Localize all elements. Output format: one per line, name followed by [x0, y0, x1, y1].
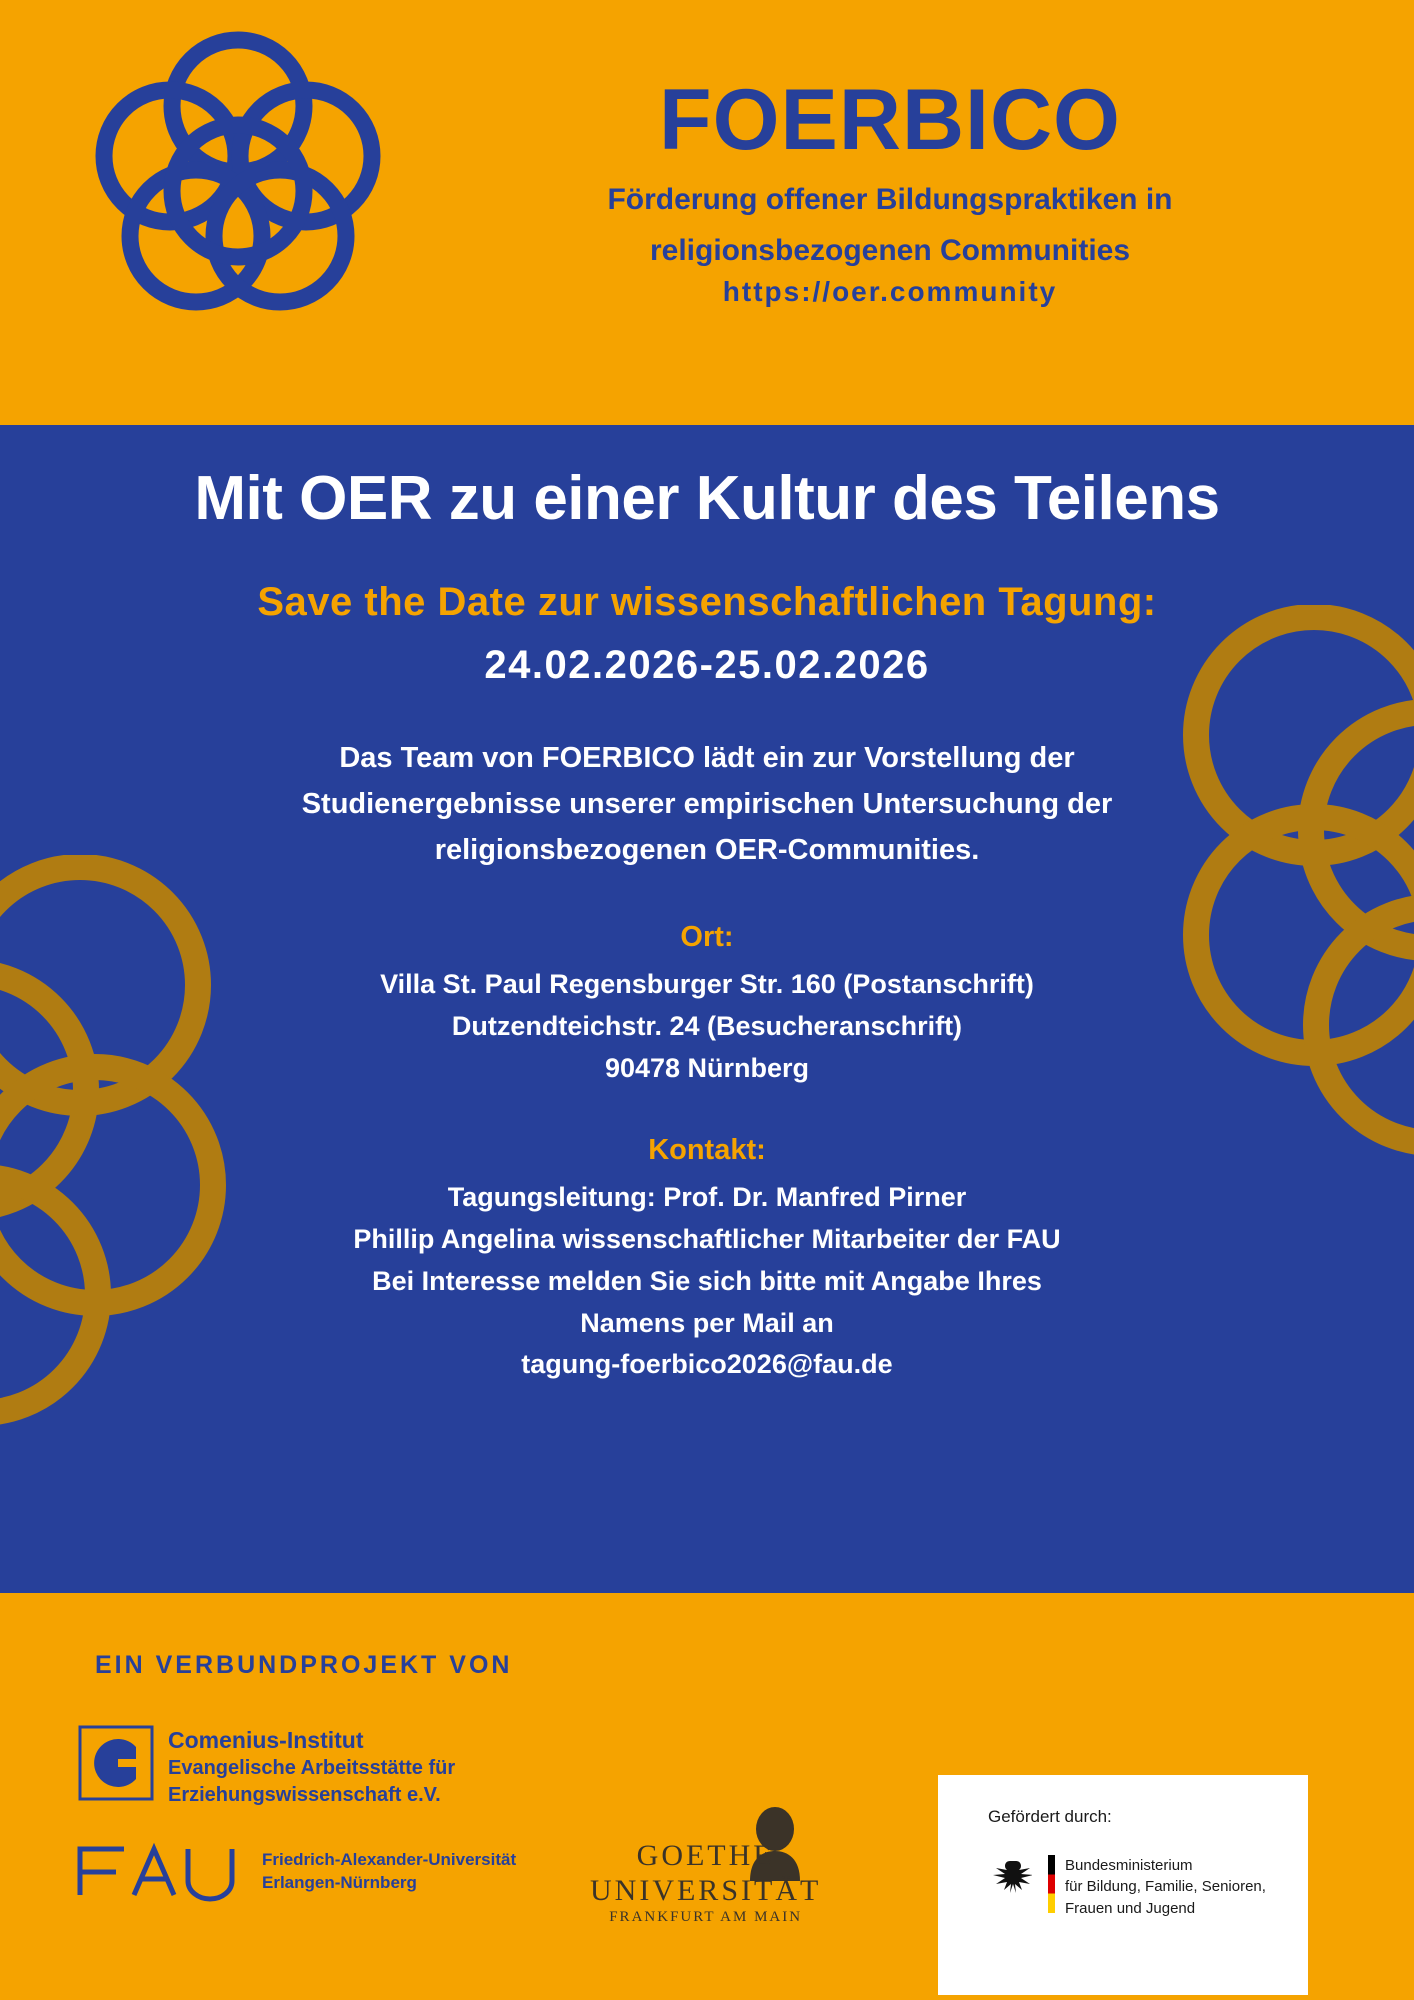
bmbf-funding-card — [938, 1775, 1308, 1995]
contact-line-4: Namens per Mail an — [580, 1307, 834, 1338]
page-title: Mit OER zu einer Kultur des Teilens — [194, 464, 1220, 533]
location-line-1: Villa St. Paul Regensburger Str. 160 (Postanschrift) — [380, 969, 1034, 1000]
poster-main — [0, 425, 1414, 1593]
comenius-line-2: Evangelische Arbeitsstätte für — [168, 1757, 456, 1780]
intro-line-1: Das Team von FOERBICO lädt ein zur Vorstellung der — [339, 742, 1075, 774]
contact-line-2: Phillip Angelina wissenschaftlicher Mitarbeiter der FAU — [353, 1223, 1061, 1254]
fau-text — [262, 1849, 516, 1895]
goethe-line-1: GOETHE — [636, 1839, 775, 1872]
bmbf-logo-row — [988, 1855, 1266, 1919]
comenius-line-3: Erziehungswissenschaft e.V. — [168, 1783, 441, 1806]
goethe-line-3: FRANKFURT AM MAIN — [609, 1908, 803, 1925]
bmbf-name-line-3: Frauen und Jugend — [1065, 1899, 1196, 1917]
comenius-text — [168, 1725, 455, 1808]
location-label: Ort: — [680, 921, 734, 954]
bmbf-name-line-1: Bundesministerium — [1065, 1857, 1193, 1874]
event-dates: 24.02.2026-25.02.2026 — [484, 643, 930, 687]
intro-line-2: Studienergebnisse unserer empirischen Untersuchung der — [301, 787, 1113, 820]
funded-by-label: Gefördert durch: — [988, 1807, 1112, 1826]
foerbico-flower-logo — [88, 28, 388, 388]
brand-title: FOERBICO — [659, 72, 1121, 168]
contact-block — [0, 1134, 1414, 1386]
spacer — [0, 1090, 1414, 1134]
bmbf-name-line-2: für Bildung, Familie, Senioren, — [1065, 1878, 1266, 1896]
comenius-c-icon — [78, 1725, 154, 1801]
comenius-line-1: Comenius-Institut — [168, 1727, 364, 1753]
contact-label: Kontakt: — [648, 1133, 766, 1166]
bmbf-name — [1065, 1855, 1266, 1919]
goethe-line-2: UNIVERSITÄT — [590, 1874, 822, 1908]
brand-subtitle-line2: religionsbezogenen Communities — [649, 233, 1131, 267]
poster-footer — [0, 1593, 1414, 2000]
fau-line-2: Erlangen-Nürnberg — [262, 1873, 417, 1892]
contact-line-1: Tagungsleitung: Prof. Dr. Manfred Pirner — [447, 1181, 967, 1212]
contact-line-3: Bei Interesse melden Sie sich bitte mit Angabe Ihres — [372, 1265, 1042, 1296]
location-block — [0, 921, 1414, 1090]
location-line-3: 90478 Nürnberg — [604, 1053, 810, 1084]
german-flag-bar — [1048, 1855, 1055, 1913]
fau-logo — [72, 1841, 516, 1903]
federal-eagle-icon — [988, 1855, 1032, 1907]
contact-email[interactable]: tagung-foerbico2026@fau.de — [521, 1349, 893, 1380]
save-the-date-label: Save the Date zur wissenschaftlichen Tagung: — [257, 580, 1157, 624]
brand-url[interactable]: https://oer.community — [722, 276, 1058, 308]
goethe-universitaet-logo — [590, 1838, 821, 1926]
partners-kicker: EIN VERBUNDPROJEKT VON — [95, 1651, 513, 1679]
brand-subtitle-line1: Förderung offener Bildungspraktiken in — [607, 183, 1173, 217]
intro-line-3: religionsbezogenen OER-Communities. — [434, 833, 980, 866]
main-content — [0, 425, 1414, 1386]
fau-mark-icon — [72, 1841, 244, 1903]
brand-block — [420, 72, 1360, 308]
fau-line-1: Friedrich-Alexander-Universität — [262, 1850, 517, 1870]
poster-header — [0, 0, 1414, 425]
location-line-2: Dutzendteichstr. 24 (Besucheranschrift) — [451, 1011, 963, 1042]
intro-paragraph — [197, 736, 1217, 873]
comenius-institut-logo — [78, 1725, 455, 1808]
